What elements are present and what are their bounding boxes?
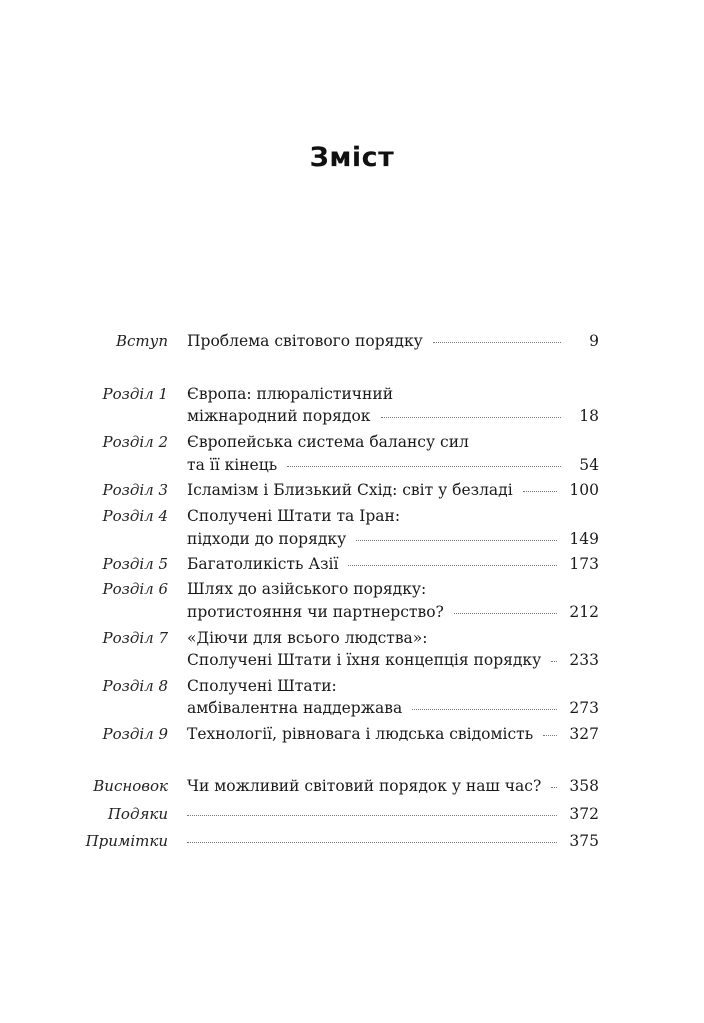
toc-entry-page: 18 <box>579 407 599 425</box>
toc-entry-line <box>187 725 599 743</box>
toc-entry-line <box>187 385 599 403</box>
toc-entry-label: Розділ 7 <box>102 629 168 647</box>
toc-entry-line <box>187 555 599 573</box>
toc-entry-page: 358 <box>569 777 599 795</box>
toc-entry-line <box>187 651 599 669</box>
toc-entry-title: Технології, рівновага і людська свідомість <box>187 725 534 743</box>
leader-dots <box>454 613 558 614</box>
toc-entry-title: Європа: плюралістичний <box>187 385 394 403</box>
toc-entry-label: Висновок <box>93 777 168 795</box>
leader-dots <box>433 342 561 343</box>
toc-entry-page: 212 <box>569 603 599 621</box>
toc-entry-line <box>187 677 599 695</box>
toc-entry-title-cont: протистояння чи партнерство? <box>187 603 444 621</box>
toc-entry-title: Чи можливий світовий порядок у наш час? <box>187 777 542 795</box>
toc-entry-line <box>187 805 599 823</box>
toc-entry-line <box>187 507 599 525</box>
toc-entry-line <box>187 777 599 795</box>
toc-entry-label: Вступ <box>115 332 168 350</box>
leader-dots <box>543 735 557 736</box>
toc-entry-page: 100 <box>569 481 599 499</box>
toc-entry-line <box>187 456 599 474</box>
toc-entry-line <box>187 603 599 621</box>
toc-entry-title: Багатоликість Азії <box>187 555 339 573</box>
leader-dots <box>412 709 557 710</box>
toc-entry-page: 327 <box>569 725 599 743</box>
toc-entry-label: Розділ 4 <box>102 507 168 525</box>
leader-dots <box>523 491 558 492</box>
toc-entry-title: Сполучені Штати: <box>187 677 337 695</box>
toc-entry-title: Ісламізм і Близький Схід: світ у безладі <box>187 481 513 499</box>
leader-dots <box>381 417 562 418</box>
leader-dots <box>187 842 557 843</box>
toc-entry-label: Розділ 3 <box>102 481 168 499</box>
toc-entry-page: 173 <box>569 555 599 573</box>
toc-entry-title-cont: Сполучені Штати і їхня концепція порядку <box>187 651 542 669</box>
toc-entry-title: «Діючи для всього людства»: <box>187 629 428 647</box>
toc-entry-page: 273 <box>569 699 599 717</box>
toc-entry-line <box>187 699 599 717</box>
toc-entry-line <box>187 832 599 850</box>
toc-entry-page: 372 <box>569 805 599 823</box>
toc-entry-label: Розділ 9 <box>102 725 168 743</box>
leader-dots <box>356 540 557 541</box>
toc-entry-page: 54 <box>579 456 599 474</box>
toc-entry-title: Шлях до азійського порядку: <box>187 580 427 598</box>
toc-entry-title: Сполучені Штати та Іран: <box>187 507 401 525</box>
toc-entry-page: 375 <box>569 832 599 850</box>
leader-dots <box>287 466 561 467</box>
toc-entry-label: Розділ 8 <box>102 677 168 695</box>
toc-entry-line <box>187 481 599 499</box>
toc-entry-line <box>187 407 599 425</box>
toc-entry-label: Розділ 6 <box>102 580 168 598</box>
leader-dots <box>551 787 557 788</box>
leader-dots <box>551 661 557 662</box>
toc-entry-page: 233 <box>569 651 599 669</box>
toc-entry-title: Проблема світового порядку <box>187 332 423 350</box>
toc-entry-title: Європейська система балансу сил <box>187 433 469 451</box>
toc-entry-label: Розділ 2 <box>102 433 168 451</box>
toc-entry-label: Розділ 5 <box>102 555 168 573</box>
toc-entry-label: Примітки <box>85 832 168 850</box>
toc-entry-page: 149 <box>569 530 599 548</box>
toc-entry-title-cont: амбівалентна наддержава <box>187 699 403 717</box>
toc-entry-line <box>187 530 599 548</box>
toc-entry-line <box>187 332 599 350</box>
toc-entry-page: 9 <box>589 332 599 350</box>
toc-entry-line <box>187 580 599 598</box>
toc-entry-title-cont: міжнародний порядок <box>187 407 371 425</box>
leader-dots <box>187 815 557 816</box>
leader-dots <box>348 565 557 566</box>
toc-entry-title-cont: та її кінець <box>187 456 278 474</box>
toc-entry-label: Подяки <box>107 805 168 823</box>
toc-entry-line <box>187 629 599 647</box>
page-title: Зміст <box>309 142 395 173</box>
toc-entry-line <box>187 433 599 451</box>
toc-entry-title-cont: підходи до порядку <box>187 530 347 548</box>
toc-entry-label: Розділ 1 <box>102 385 168 403</box>
